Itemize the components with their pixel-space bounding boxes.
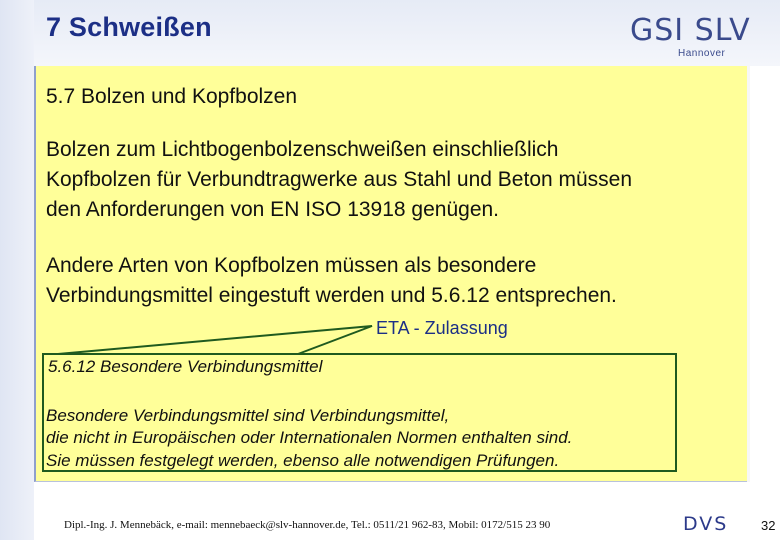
paragraph-1-line: den Anforderungen von EN ISO 13918 genügen. <box>46 198 500 221</box>
quote-line: die nicht in Europäischen oder Internationalen Normen enthalten sind. <box>46 428 573 447</box>
paragraph-1-line: Bolzen zum Lichtbogenbolzenschweißen einschließlich <box>46 138 559 161</box>
gsi-slv-logo <box>630 13 751 64</box>
paragraph-2-line: Verbindungsmittel eingestuft werden und 5.6.12 entsprechen. <box>46 284 617 307</box>
quote-line: Sie müssen festgelegt werden, ebenso alle notwendigen Prüfungen. <box>46 451 560 470</box>
content-edge <box>747 66 750 482</box>
paragraph-1-line: Kopfbolzen für Verbundtragwerke aus Stahl und Beton müssen <box>46 168 633 191</box>
logo-subtext: Hannover <box>678 48 726 59</box>
logo-text: GSI SLV <box>630 13 751 48</box>
section-heading: 5.7 Bolzen und Kopfbolzen <box>46 85 298 108</box>
quote-title: 5.6.12 Besondere Verbindungsmittel <box>48 357 323 376</box>
callout-label: ETA - Zulassung <box>376 318 508 338</box>
footer-contact: Dipl.-Ing. J. Mennebäck, e-mail: mennebaeck@slv-hannover.de, Tel.: 0511/21 962-83, Mobil: 0172/515 23 90 <box>64 519 551 531</box>
left-band <box>0 0 34 540</box>
dvs-logo: DVS <box>683 513 729 535</box>
quote-line: Besondere Verbindungsmittel sind Verbindungsmittel, <box>46 406 450 425</box>
paragraph-2-line: Andere Arten von Kopfbolzen müssen als besondere <box>46 254 537 277</box>
paragraph-2 <box>46 251 617 311</box>
slide-title: 7 Schweißen <box>46 12 212 42</box>
page-number: 32 <box>761 518 776 533</box>
paragraph-1 <box>46 135 632 225</box>
